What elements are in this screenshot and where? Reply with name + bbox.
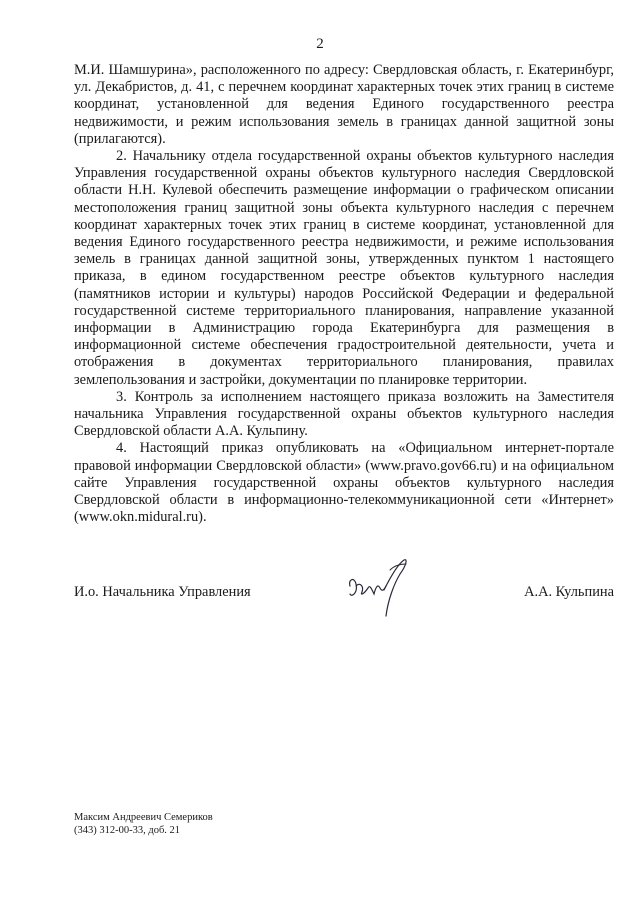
executor-phone: (343) 312-00-33, доб. 21 <box>74 825 181 836</box>
signatory-title: И.о. Начальника Управления <box>74 584 251 600</box>
executor-name: Максим Андреевич Семериков <box>74 812 213 823</box>
executor-info <box>74 811 213 837</box>
paragraph-item-3: 3. Контроль за исполнением настоящего приказа возложить на Заместителя начальника Управления государственной охраны объектов культурного наследия Свердловской области А.А. Кульпину. <box>74 388 614 440</box>
document-body <box>74 62 614 526</box>
paragraph-item-4: 4. Настоящий приказ опубликовать на «Официальном интернет-портале правовой информации Свердловской области» (www.pravo.gov66.ru) и на официальном сайте Управления государственной охраны объектов культурного наследия Свердловской области в информационно-телекоммуникационной сети «Интернет» (www.okn.midural.ru). <box>74 440 614 526</box>
paragraph-item-2: 2. Начальнику отдела государственной охраны объектов культурного наследия Управления государственной охраны объектов культурного наследия Свердловской области Н.Н. Кулевой обеспечить размещение информации о графическом описании местоположения границ защитной зоны объекта культурного наследия с перечнем координат характерных точек этих границ в системе координат, установленной для ведения Единого государственного реестра недвижимости, и режиме использования земель в границах данной защитной зоны, утвержденных пунктом 1 настоящего приказа, в едином государственном реестре объектов культурного наследия (памятников истории и культуры) народов Российской Федерации и федеральной государственной системе территориального планирования, направление указанной информации в Администрацию города Екатеринбурга для размещения в информационной системе обеспечения градостроительной деятельности, учета и отображения в документах территориального планирования, правилах землепользования и застройки, документации по планировке территории. <box>74 148 614 388</box>
signature-block <box>74 578 614 628</box>
paragraph-continuation: М.И. Шамшурина», расположенного по адресу: Свердловская область, г. Екатеринбург, ул. Декабристов, д. 41, с перечнем координат характерных точек этих границ в системе координат, установленной для ведения Единого государственного реестра недвижимости, и режим использования земель в границах данной защитной зоны (прилагаются). <box>74 62 614 147</box>
page-number: 2 <box>316 36 324 52</box>
handwritten-signature <box>344 556 414 622</box>
signatory-name: А.А. Кульпина <box>524 584 614 600</box>
